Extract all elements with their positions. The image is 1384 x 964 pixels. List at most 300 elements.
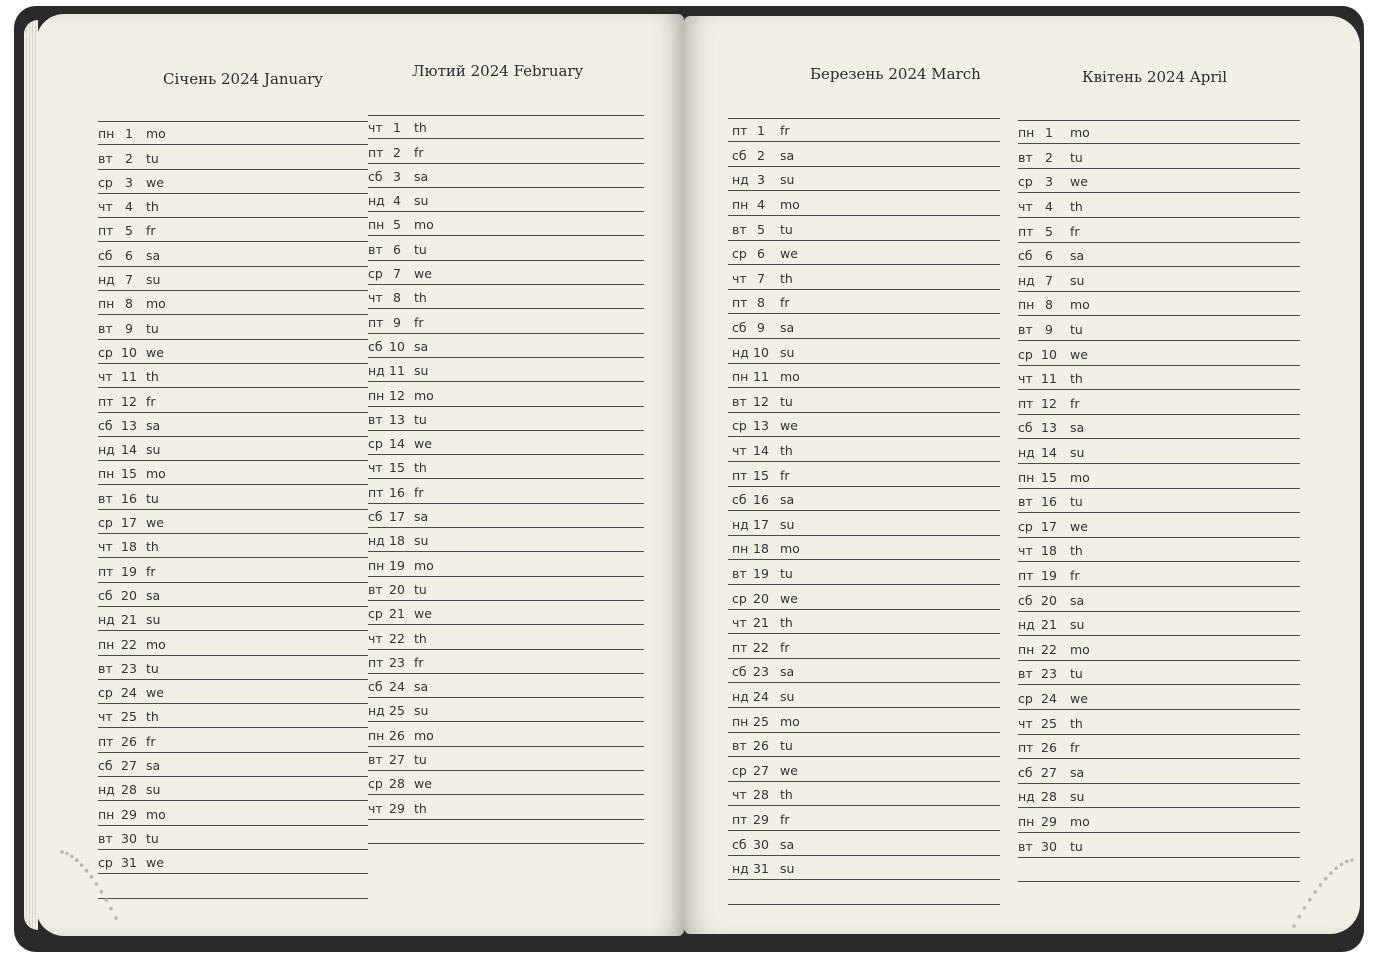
day-number: 8	[1045, 297, 1053, 313]
weekday-en: we	[780, 762, 798, 778]
weekday-en: mo	[414, 217, 434, 233]
day-row	[98, 826, 368, 850]
weekday-ua: нд	[732, 516, 749, 532]
weekday-ua: нд	[98, 612, 115, 628]
blank-row	[98, 874, 368, 898]
day-row	[368, 309, 644, 333]
day-number: 6	[125, 247, 133, 263]
weekday-ua: пт	[732, 812, 748, 828]
weekday-ua: пн	[368, 557, 385, 573]
day-number: 1	[1045, 125, 1053, 141]
day-row	[1018, 587, 1300, 611]
weekday-ua: ср	[98, 515, 113, 531]
day-number: 14	[389, 436, 405, 452]
day-row	[368, 431, 644, 455]
weekday-en: th	[414, 800, 427, 816]
day-number: 4	[757, 197, 765, 213]
weekday-ua: нд	[1018, 445, 1035, 461]
weekday-ua: вт	[98, 660, 113, 676]
day-row	[368, 139, 644, 163]
day-number: 28	[121, 782, 137, 798]
weekday-ua: пт	[368, 314, 384, 330]
weekday-en: fr	[1070, 223, 1080, 239]
weekday-ua: чт	[368, 120, 383, 136]
weekday-ua: сб	[1018, 764, 1033, 780]
day-row	[728, 167, 1000, 191]
weekday-en: su	[780, 689, 795, 705]
day-row	[368, 164, 644, 188]
weekday-ua: нд	[732, 172, 749, 188]
weekday-en: sa	[780, 664, 795, 680]
day-row	[98, 340, 368, 364]
weekday-ua: чт	[1018, 543, 1033, 559]
day-row	[728, 413, 1000, 437]
day-row	[728, 659, 1000, 683]
day-number: 19	[121, 563, 137, 579]
day-row	[98, 631, 368, 655]
weekday-ua: сб	[368, 679, 383, 695]
day-number: 9	[125, 320, 133, 336]
day-number: 25	[389, 703, 405, 719]
day-row	[368, 577, 644, 601]
top-rule	[98, 121, 368, 122]
day-row	[1018, 661, 1300, 685]
weekday-ua: пт	[98, 223, 114, 239]
day-row	[728, 585, 1000, 609]
day-number: 22	[121, 636, 137, 652]
day-row	[1018, 341, 1300, 365]
day-row	[98, 145, 368, 169]
weekday-ua: нд	[1018, 617, 1035, 633]
weekday-en: su	[1070, 617, 1085, 633]
weekday-en: tu	[146, 490, 159, 506]
weekday-en: th	[146, 199, 159, 215]
weekday-en: tu	[1070, 322, 1083, 338]
month-title-march: Березень 2024 March	[810, 65, 981, 83]
day-row	[728, 438, 1000, 462]
weekday-en: su	[1070, 445, 1085, 461]
weekday-en: tu	[780, 738, 793, 754]
day-row	[728, 856, 1000, 880]
day-row	[1018, 317, 1300, 341]
weekday-ua: пн	[1018, 814, 1035, 830]
day-number: 1	[757, 123, 765, 139]
day-number: 30	[753, 836, 769, 852]
weekday-ua: нд	[98, 442, 115, 458]
day-number: 8	[125, 296, 133, 312]
day-number: 7	[125, 272, 133, 288]
day-row	[98, 777, 368, 801]
day-number: 23	[753, 664, 769, 680]
weekday-en: sa	[1070, 764, 1085, 780]
day-number: 11	[121, 369, 137, 385]
day-row	[1018, 637, 1300, 661]
weekday-ua: пт	[1018, 395, 1034, 411]
weekday-en: mo	[780, 197, 800, 213]
weekday-en: tu	[780, 393, 793, 409]
day-number: 3	[757, 172, 765, 188]
weekday-ua: сб	[1018, 248, 1033, 264]
day-row	[728, 143, 1000, 167]
weekday-ua: сб	[98, 587, 113, 603]
day-number: 22	[389, 630, 405, 646]
weekday-ua: ср	[732, 418, 747, 434]
day-number: 22	[753, 639, 769, 655]
weekday-ua: вт	[732, 393, 747, 409]
day-number: 2	[757, 147, 765, 163]
day-row	[98, 753, 368, 777]
blank-row	[1018, 858, 1300, 882]
weekday-en: tu	[414, 752, 427, 768]
day-number: 16	[121, 490, 137, 506]
day-number: 30	[121, 830, 137, 846]
day-number: 25	[1041, 715, 1057, 731]
day-row	[728, 807, 1000, 831]
weekday-en: fr	[780, 639, 790, 655]
weekday-ua: сб	[368, 509, 383, 525]
day-row	[368, 504, 644, 528]
weekday-ua: чт	[98, 199, 113, 215]
weekday-ua: вт	[368, 411, 383, 427]
day-row	[1018, 292, 1300, 316]
weekday-ua: сб	[732, 836, 747, 852]
weekday-ua: ср	[368, 436, 383, 452]
weekday-en: tu	[414, 411, 427, 427]
day-number: 27	[121, 758, 137, 774]
day-row	[728, 389, 1000, 413]
day-row	[98, 388, 368, 412]
weekday-en: th	[414, 460, 427, 476]
day-number: 19	[753, 566, 769, 582]
weekday-en: th	[414, 290, 427, 306]
weekday-ua: чт	[732, 270, 747, 286]
day-number: 6	[757, 246, 765, 262]
weekday-ua: вт	[1018, 322, 1033, 338]
weekday-en: tu	[146, 830, 159, 846]
day-number: 27	[389, 752, 405, 768]
weekday-en: sa	[146, 417, 161, 433]
weekday-en: sa	[1070, 592, 1085, 608]
weekday-ua: пт	[98, 733, 114, 749]
day-number: 9	[393, 314, 401, 330]
day-number: 26	[389, 727, 405, 743]
day-number: 6	[393, 241, 401, 257]
weekday-ua: ср	[1018, 691, 1033, 707]
day-row	[98, 510, 368, 534]
weekday-ua: чт	[732, 443, 747, 459]
weekday-ua: пт	[368, 484, 384, 500]
weekday-en: mo	[146, 636, 166, 652]
day-row	[728, 339, 1000, 363]
weekday-ua: пн	[98, 126, 115, 142]
weekday-en: th	[780, 443, 793, 459]
weekday-en: su	[1070, 272, 1085, 288]
weekday-en: we	[414, 266, 432, 282]
weekday-en: we	[414, 436, 432, 452]
weekday-ua: чт	[368, 460, 383, 476]
day-number: 12	[389, 387, 405, 403]
month-title-january: Січень 2024 January	[163, 70, 323, 88]
weekday-ua: ср	[98, 344, 113, 360]
weekday-en: sa	[780, 836, 795, 852]
day-number: 13	[753, 418, 769, 434]
day-number: 4	[393, 193, 401, 209]
weekday-en: mo	[146, 806, 166, 822]
weekday-en: we	[414, 776, 432, 792]
weekday-en: mo	[780, 541, 800, 557]
weekday-en: mo	[1070, 814, 1090, 830]
weekday-ua: чт	[1018, 371, 1033, 387]
weekday-ua: вт	[368, 752, 383, 768]
day-row	[728, 831, 1000, 855]
weekday-en: tu	[780, 566, 793, 582]
weekday-en: we	[414, 606, 432, 622]
blank-row	[728, 881, 1000, 905]
day-row	[1018, 415, 1300, 439]
day-number: 16	[389, 484, 405, 500]
weekday-en: we	[146, 685, 164, 701]
day-row	[1018, 809, 1300, 833]
weekday-ua: нд	[98, 272, 115, 288]
day-row	[728, 512, 1000, 536]
day-number: 17	[753, 516, 769, 532]
weekday-ua: пн	[98, 636, 115, 652]
day-row	[1018, 243, 1300, 267]
day-row	[728, 733, 1000, 757]
weekday-ua: чт	[98, 539, 113, 555]
weekday-ua: вт	[98, 490, 113, 506]
weekday-en: th	[1070, 371, 1083, 387]
weekday-en: fr	[780, 812, 790, 828]
weekday-en: fr	[780, 123, 790, 139]
weekday-en: su	[414, 533, 429, 549]
weekday-en: sa	[414, 338, 429, 354]
weekday-ua: ср	[1018, 518, 1033, 534]
weekday-en: fr	[414, 484, 424, 500]
day-row	[728, 290, 1000, 314]
weekday-en: su	[780, 344, 795, 360]
weekday-ua: чт	[98, 709, 113, 725]
weekday-ua: сб	[732, 492, 747, 508]
weekday-ua: пн	[1018, 469, 1035, 485]
day-row	[1018, 120, 1300, 144]
weekday-en: mo	[414, 557, 434, 573]
day-number: 5	[125, 223, 133, 239]
day-row	[98, 461, 368, 485]
weekday-ua: вт	[1018, 838, 1033, 854]
weekday-ua: вт	[98, 150, 113, 166]
day-row	[1018, 563, 1300, 587]
weekday-en: fr	[780, 467, 790, 483]
weekday-ua: чт	[1018, 715, 1033, 731]
weekday-ua: сб	[732, 320, 747, 336]
day-number: 30	[1041, 838, 1057, 854]
day-number: 7	[757, 270, 765, 286]
day-number: 27	[753, 762, 769, 778]
day-row	[1018, 268, 1300, 292]
day-row	[1018, 194, 1300, 218]
day-number: 7	[1045, 272, 1053, 288]
day-number: 28	[1041, 789, 1057, 805]
weekday-en: mo	[1070, 125, 1090, 141]
weekday-ua: чт	[98, 369, 113, 385]
day-number: 29	[121, 806, 137, 822]
day-row	[728, 241, 1000, 265]
blank-row	[368, 820, 644, 844]
day-number: 14	[1041, 445, 1057, 461]
weekday-ua: пн	[98, 466, 115, 482]
day-row	[1018, 735, 1300, 759]
weekday-en: tu	[414, 241, 427, 257]
day-number: 20	[753, 590, 769, 606]
weekday-ua: вт	[98, 830, 113, 846]
day-row	[368, 382, 644, 406]
day-row	[98, 413, 368, 437]
weekday-en: we	[1070, 174, 1088, 190]
day-row	[728, 561, 1000, 585]
day-number: 28	[753, 787, 769, 803]
weekday-en: tu	[1070, 494, 1083, 510]
day-row	[98, 850, 368, 874]
day-number: 24	[121, 685, 137, 701]
day-row	[728, 758, 1000, 782]
weekday-en: fr	[146, 733, 156, 749]
weekday-ua: пн	[732, 541, 749, 557]
day-row	[368, 188, 644, 212]
day-number: 5	[757, 221, 765, 237]
weekday-en: su	[780, 172, 795, 188]
day-number: 10	[389, 338, 405, 354]
weekday-ua: ср	[98, 855, 113, 871]
weekday-en: su	[146, 442, 161, 458]
weekday-ua: ср	[1018, 346, 1033, 362]
weekday-ua: пн	[1018, 641, 1035, 657]
weekday-en: su	[146, 612, 161, 628]
weekday-en: su	[1070, 789, 1085, 805]
day-number: 26	[1041, 740, 1057, 756]
weekday-ua: чт	[368, 800, 383, 816]
weekday-ua: нд	[368, 363, 385, 379]
day-row	[1018, 833, 1300, 857]
day-number: 7	[393, 266, 401, 282]
day-row	[728, 487, 1000, 511]
day-row	[98, 291, 368, 315]
weekday-en: th	[780, 615, 793, 631]
day-number: 12	[1041, 395, 1057, 411]
weekday-en: fr	[414, 654, 424, 670]
weekday-en: th	[1070, 543, 1083, 559]
day-row	[98, 218, 368, 242]
weekday-ua: пт	[732, 123, 748, 139]
day-row	[98, 583, 368, 607]
day-number: 27	[1041, 764, 1057, 780]
weekday-en: th	[414, 630, 427, 646]
day-number: 15	[121, 466, 137, 482]
weekday-ua: вт	[368, 241, 383, 257]
weekday-en: tu	[146, 150, 159, 166]
weekday-ua: вт	[732, 566, 747, 582]
day-row	[1018, 145, 1300, 169]
day-number: 21	[121, 612, 137, 628]
day-row	[368, 552, 644, 576]
weekday-en: th	[1070, 199, 1083, 215]
weekday-en: mo	[146, 466, 166, 482]
day-number: 18	[753, 541, 769, 557]
weekday-ua: пн	[732, 197, 749, 213]
weekday-en: su	[146, 782, 161, 798]
weekday-en: th	[146, 709, 159, 725]
day-number: 2	[393, 144, 401, 160]
day-number: 19	[389, 557, 405, 573]
day-row	[1018, 489, 1300, 513]
weekday-en: th	[1070, 715, 1083, 731]
corner-perforation-left	[56, 846, 136, 926]
weekday-en: sa	[1070, 248, 1085, 264]
weekday-ua: нд	[732, 689, 749, 705]
day-row	[98, 607, 368, 631]
weekday-ua: пн	[368, 387, 385, 403]
day-number: 23	[1041, 666, 1057, 682]
weekday-en: we	[146, 344, 164, 360]
day-row	[1018, 169, 1300, 193]
day-number: 24	[389, 679, 405, 695]
weekday-en: mo	[1070, 641, 1090, 657]
day-row	[368, 212, 644, 236]
weekday-en: mo	[780, 713, 800, 729]
weekday-en: sa	[414, 509, 429, 525]
day-number: 17	[389, 509, 405, 525]
weekday-ua: вт	[732, 738, 747, 754]
weekday-en: mo	[414, 727, 434, 743]
weekday-ua: сб	[1018, 420, 1033, 436]
day-number: 26	[121, 733, 137, 749]
day-number: 11	[389, 363, 405, 379]
weekday-en: we	[780, 418, 798, 434]
day-number: 11	[1041, 371, 1057, 387]
weekday-ua: ср	[732, 590, 747, 606]
weekday-en: sa	[146, 587, 161, 603]
weekday-en: th	[146, 539, 159, 555]
day-number: 20	[1041, 592, 1057, 608]
day-number: 1	[125, 126, 133, 142]
weekday-ua: нд	[1018, 789, 1035, 805]
weekday-en: sa	[780, 320, 795, 336]
weekday-ua: вт	[1018, 494, 1033, 510]
day-number: 26	[753, 738, 769, 754]
day-number: 28	[389, 776, 405, 792]
weekday-ua: чт	[732, 787, 747, 803]
day-row	[1018, 784, 1300, 808]
weekday-en: fr	[414, 314, 424, 330]
day-number: 14	[753, 443, 769, 459]
weekday-en: fr	[414, 144, 424, 160]
weekday-ua: пт	[98, 393, 114, 409]
day-number: 29	[389, 800, 405, 816]
weekday-en: fr	[1070, 395, 1080, 411]
day-number: 1	[393, 120, 401, 136]
weekday-ua: пт	[1018, 740, 1034, 756]
weekday-ua: пт	[732, 467, 748, 483]
day-row	[368, 237, 644, 261]
weekday-en: sa	[414, 679, 429, 695]
weekday-ua: сб	[98, 247, 113, 263]
day-number: 5	[393, 217, 401, 233]
day-row	[1018, 514, 1300, 538]
day-row	[98, 364, 368, 388]
weekday-en: sa	[414, 168, 429, 184]
day-row	[368, 601, 644, 625]
day-row	[98, 437, 368, 461]
